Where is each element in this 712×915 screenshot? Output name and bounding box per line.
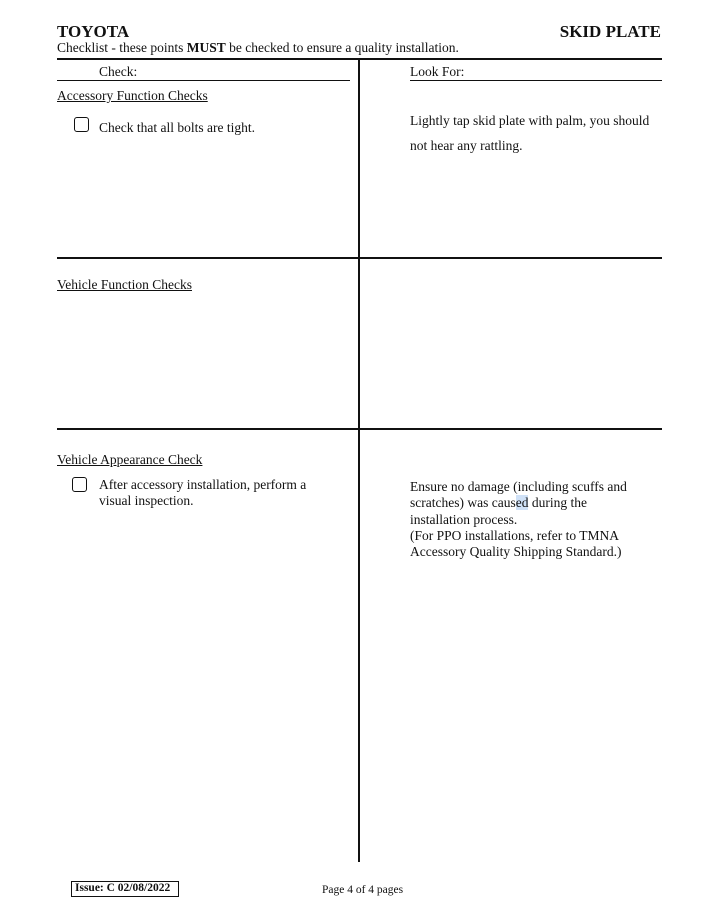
check-item-bolts-tight: Check that all bolts are tight. (99, 120, 255, 135)
look-for-rattling: Lightly tap skid plate with palm, you should not hear any rattling. (410, 113, 650, 153)
section-title-vehicle-appearance: Vehicle Appearance Check (57, 452, 203, 467)
column-header-look-for (410, 63, 662, 81)
product-title: SKID PLATE (559, 22, 661, 41)
look-for-line-2-start: scratches) was caus (410, 495, 516, 511)
checklist-instructions (57, 40, 459, 56)
page-number: Page 4 of 4 pages (322, 884, 404, 896)
look-for-line-4: (For PPO installations, refer to TMNA (410, 527, 619, 543)
text-selection-highlight: ed (515, 495, 529, 511)
section-divider-1 (57, 257, 662, 259)
issue-badge: Issue: C 02/08/2022 (71, 881, 179, 897)
column-header-check (57, 63, 350, 81)
check-item-visual-inspection: After accessory installation, perform a visual inspection. (99, 477, 307, 508)
look-for-line-2-end: during the (528, 495, 587, 511)
column-header-look-for-label: Look For: (410, 64, 465, 79)
look-for-line-5: Accessory Quality Shipping Standard.) (410, 544, 622, 560)
bolts-tight-checkbox[interactable] (74, 117, 89, 132)
subtitle-emphasis: MUST (186, 40, 226, 55)
section-title-accessory-function: Accessory Function Checks (57, 88, 208, 103)
look-for-line-1: Ensure no damage (including scuffs and (410, 479, 627, 494)
look-for-line-2 (410, 495, 660, 511)
look-for-line-3: installation process. (410, 511, 518, 527)
column-divider (358, 60, 360, 862)
subtitle-text-after: be checked to ensure a quality installation. (225, 40, 459, 55)
brand-title: TOYOTA (57, 22, 130, 41)
subtitle-text-before: Checklist - these points (57, 40, 187, 55)
look-for-no-damage (410, 479, 660, 560)
section-title-vehicle-function: Vehicle Function Checks (57, 277, 192, 292)
visual-inspection-checkbox[interactable] (72, 477, 87, 492)
section-divider-2 (57, 428, 662, 430)
column-header-check-label: Check: (99, 64, 138, 79)
